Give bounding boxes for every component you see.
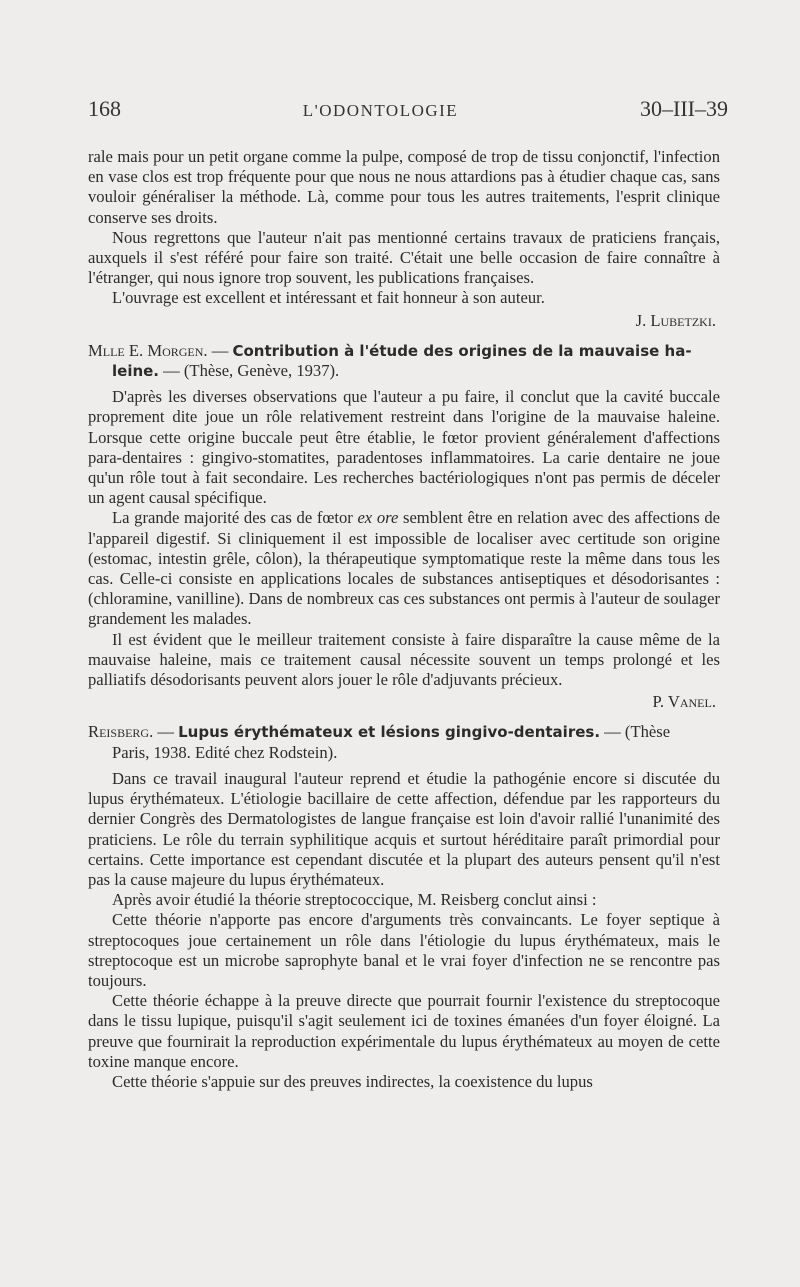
paragraph: Après avoir étudié la théorie streptococcique, M. Reisberg conclut ainsi : [112,890,597,910]
page-body [88,147,720,1092]
paragraph: Il est évident que le meilleur traitement consiste à faire disparaître la cause même de la mauvaise haleine, mais ce traitement causal nécessite souvent un temps prolongé et les palliatifs désodorisants peuvent alors jouer le rôle d'adjuvants précieux. [88,629,720,690]
paragraph: rale mais pour un petit organe comme la pulpe, composé de trop de tissu conjonctif, l'infection en vase clos est trop fréquente pour que nous ne nous attardions pas à étudier chaque cas, sans vouloir généraliser la méthode. Là, comme pour tous les autres traitements, l'esprit clinique conserve ses droits. [88,147,720,227]
paragraph: Cette théorie n'apporte pas encore d'arguments très convaincants. Le foyer septique à streptocoques joue certainement un rôle dans l'étiologie du lupus érythémateux, mais le streptocoque est un microbe saprophyte banal et le vrai foyer d'infection ne se rencontre pas toujours. [88,910,720,990]
page-number: 168 [88,96,121,121]
paragraph [88,508,720,629]
paragraph: Nous regrettons que l'auteur n'ait pas mentionné certains travaux de praticiens français, auxquels il s'est référé pour faire son traité. C'était une belle occasion de faire connaître à l'étranger, qui nous ignore trop souvent, les publications françaises. [88,227,720,288]
issue-date: 30–III–39 [640,96,728,121]
review-title: Lupus érythémateux et lésions gingivo-dentaires. [178,723,601,742]
review-details: — (Thèse [600,722,671,742]
latin-term: ex ore [357,508,399,528]
paragraph: Cette théorie échappe à la preuve directe que pourrait fournir l'existence du streptocoque dans le tissu lupique, puisqu'il s'agit seulement ici de toxines émanées d'un foyer éloigné. La preuve que fournirait la reproduction expérimentale du lupus érythémateux au moyen de cette toxine manque encore. [88,991,720,1071]
text-span: semblent être en relation avec des affections de l'appareil digestif. Si cliniquement il est impossible de localiser avec certitude son origine (estomac, intestin grêle, côlon), la thérapeutique symptomatique reste la même dans tous les cas. Celle-ci consiste en applications locales de substances antiseptiques et désodorisantes : (chloramine, vanilline). Dans de nombreux cas ces substances ont permis à l'auteur de soulager grandement les malades. [88,508,720,629]
paragraph: D'après les diverses observations que l'auteur a pu faire, il conclut que la cavité buccale proprement dite joue un rôle relativement restreint dans l'origine de la mauvaise haleine. Lorsque cette origine buccale peut être établie, le fœtor provient généralement d'affections para-dentaires : gingivo-stomatites, paradentoses inflammatoires. La carie dentaire ne joue qu'un rôle tout à fait secondaire. Les recherches bactériologiques n'ont pas permis de déceler un agent causal spécifique. [88,387,720,508]
dash: — [207,340,233,360]
paragraph: Dans ce travail inaugural l'auteur reprend et étudie la pathogénie encore si discutée du lupus érythémateux. L'étiologie bacillaire de cette affection, défendue par les rapporteurs du dernier Congrès des Dermatologistes de langue française est loin d'avoir rallié l'unanimité des praticiens. Le rôle du terrain syphilitique acquis et surtout héréditaire paraît primordial pour certains. Cette importance est cependant discutée et la plupart des auteurs pensent qu'il n'est pas la cause majeure du lupus érythémateux. [88,768,720,889]
paragraph: L'ouvrage est excellent et intéressant et fait honneur à son auteur. [112,288,545,308]
dash: — [153,722,179,742]
review-details: — (Thèse, Genève, 1937). [159,361,340,381]
review-details-continued: Paris, 1938. Edité chez Rodstein). [112,742,338,762]
review-title-continued: leine. [112,362,160,381]
review-author: Reisberg. [88,722,154,742]
review-heading [88,722,720,762]
journal-title: L'ODONTOLOGIE [302,101,459,120]
running-head [88,96,728,122]
signature: J. Lubetzki. [635,310,716,330]
text-span: La grande majorité des cas de fœtor [112,508,358,528]
review-title: Contribution à l'étude des origines de la mauvaise ha- [232,341,692,360]
review-heading [88,341,720,381]
paragraph: Cette théorie s'appuie sur des preuves indirectes, la coexistence du lupus [112,1071,593,1091]
review-author: Mlle E. Morgen. [88,340,208,360]
signature: P. Vanel. [652,692,716,712]
